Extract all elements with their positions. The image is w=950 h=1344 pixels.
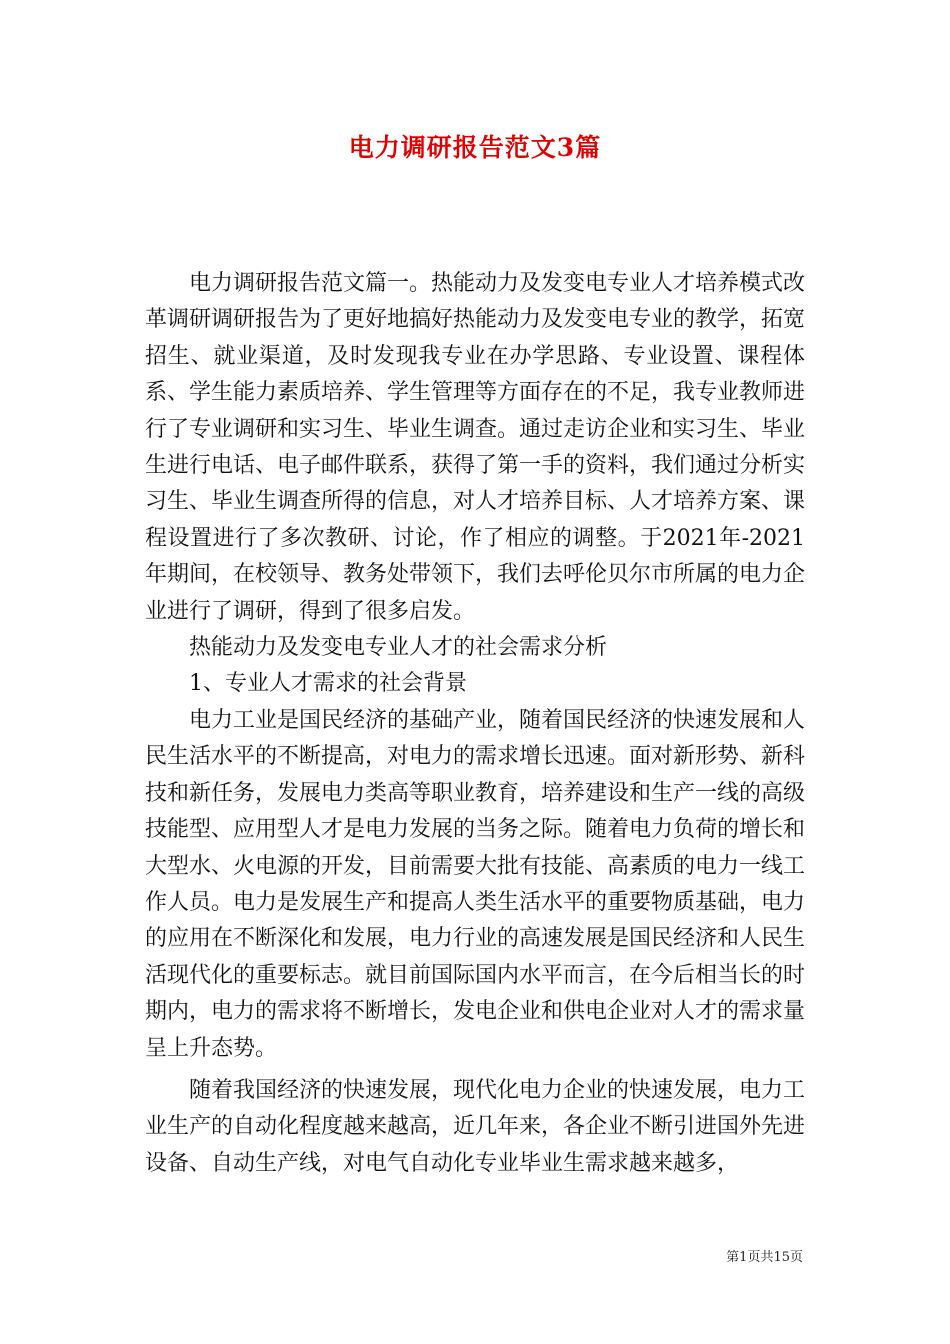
- page-number-footer: 第1页共15页: [726, 1250, 803, 1265]
- paragraph-section-heading: 热能动力及发变电专业人才的社会需求分析: [189, 635, 608, 661]
- document-body: [145, 266, 805, 1182]
- paragraph-intro: 电力调研报告范文篇一。热能动力及发变电专业人才培养模式改革调研调研报告为了更好地搞好热能动力及发变电专业的教学，拓宽招生、就业渠道，及时发现我专业在办学思路、专业设置、课程体系、学生能力素质培养、学生管理等方面存在的不足，我专业教师进行了专业调研和实习生、毕业生调查。通过走访企业和实习生、毕业生进行电话、电子邮件联系，获得了第一手的资料，我们通过分析实习生、毕业生调查所得的信息，对人才培养目标、人才培养方案、课程设置进行了多次教研、讨论，作了相应的调整。于2021年-2021年期间，在校领导、教务处带领下，我们去呼伦贝尔市所属的电力企业进行了调研，得到了很多启发。: [145, 271, 806, 624]
- paragraph-subheading: 1、专业人才需求的社会背景: [189, 671, 467, 697]
- paragraph-background: 电力工业是国民经济的基础产业，随着国民经济的快速发展和人民生活水平的不断提高，对电力的需求增长迅速。面对新形势、新科技和新任务，发展电力类高等职业教育，培养建设和生产一线的高级技能型、应用型人才是电力发展的当务之际。随着电力负荷的增长和大型水、火电源的开发，目前需要大批有技能、高素质的电力一线工作人员。电力是发展生产和提高人类生活水平的重要物质基础，电力的应用在不断深化和发展，电力行业的高速发展是国民经济和人民生活现代化的重要标志。就目前国际国内水平而言，在今后相当长的时期内，电力的需求将不断增长，发电企业和供电企业对人才的需求量呈上升态势。: [145, 707, 806, 1061]
- paragraph-development: 随着我国经济的快速发展，现代化电力企业的快速发展，电力工业生产的自动化程度越来越高，近几年来，各企业不断引进国外先进设备、自动生产线，对电气自动化专业毕业生需求越来越多，: [145, 1077, 806, 1176]
- document-title: 电力调研报告范文3篇: [348, 133, 602, 162]
